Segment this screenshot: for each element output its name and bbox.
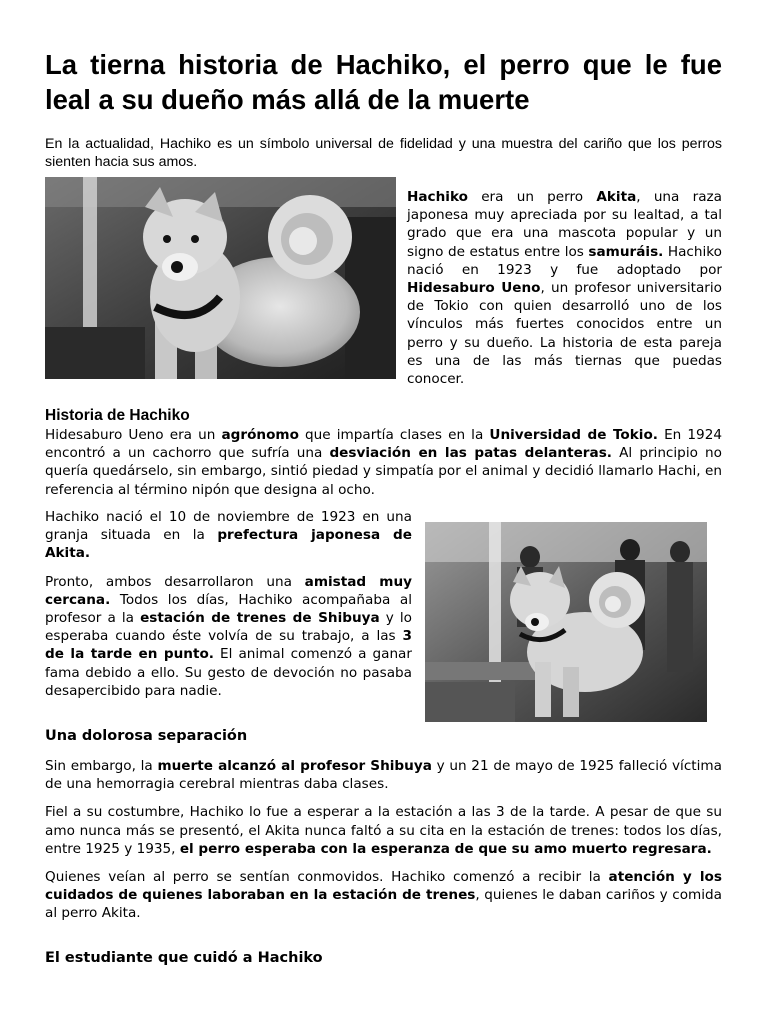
- friendship-paragraph: Pronto, ambos desarrollaron una amistad muy cercana. Todos los días, Hachiko acompañaba al profesor a la estación de trenes de Shibuya y lo esperaba cuando éste volvía de su trabajo, a las 3 de la tarde en punto. El animal comenzó a ganar fama debido a ello. Su gesto de devoción no pasaba desapercibido para nadie.: [45, 573, 413, 699]
- historia-paragraph: Hidesaburo Ueno era un agrónomo que impartía clases en la Universidad de Tokio. En 1924 encontró a un cachorro que sufría una desviación en las patas delanteras. Al principio no quería quedárselo, sin embargo, sintió piedad y simpatía por el animal y decidió llamarlo Hachi, en referencia al término nipón que designa al ocho.: [45, 427, 722, 498]
- separacion-text: [45, 757, 722, 923]
- waiting-paragraph: Fiel a su costumbre, Hachiko lo fue a esperar a la estación a las 3 de la tarde. A pesar de que su amo nunca más se presentó, el Akita nunca faltó a su cita en la estación de trenes: todos los días, entre 1925 y 1935, el perro esperaba con la esperanza de que su amo muerto regresara.: [45, 804, 722, 857]
- birth-and-friendship-text: [45, 508, 412, 700]
- article-title: La tierna historia de Hachiko, el perro que le fue leal a su dueño más allá de la muerte: [45, 49, 722, 115]
- section-heading-separacion: Una dolorosa separación: [45, 728, 248, 744]
- hachiko-photo-2: [425, 522, 707, 722]
- intro-side-paragraph: Hachiko era un perro Akita, una raza japonesa muy apreciada por su lealtad, a tal grado que era una mascota popular y un signo de estatus entre los samuráis. Hachiko nació en 1923 y fue adoptado por Hidesaburo Ueno, un profesor universitario de Tokio con quien desarrolló uno de los vínculos más fuertes conocidos entre un perro y su dueño. La historia de esta pareja es una de las más tiernas que puedas conocer.: [407, 189, 722, 388]
- intro-paragraph: En la actualidad, Hachiko es un símbolo universal de fidelidad y una muestra del cariño que los perros sienten hacia sus amos.: [45, 136, 722, 170]
- section-heading-historia: Historia de Hachiko: [45, 407, 190, 424]
- death-paragraph: Sin embargo, la muerte alcanzó al profesor Shibuya y un 21 de mayo de 1925 falleció víctima de una hemorragia cerebral mientras daba clases.: [45, 758, 722, 793]
- care-paragraph: Quienes veían al perro se sentían conmovidos. Hachiko comenzó a recibir la atención y los cuidados de quienes laboraban en la estación de trenes, quienes le daban cariños y comida al perro Akita.: [45, 869, 722, 922]
- section-heading-estudiante: El estudiante que cuidó a Hachiko: [45, 950, 323, 966]
- birth-paragraph: Hachiko nació el 10 de noviembre de 1923 en una granja situada en la prefectura japonesa de Akita.: [45, 509, 412, 562]
- hachiko-photo-1: [45, 177, 396, 379]
